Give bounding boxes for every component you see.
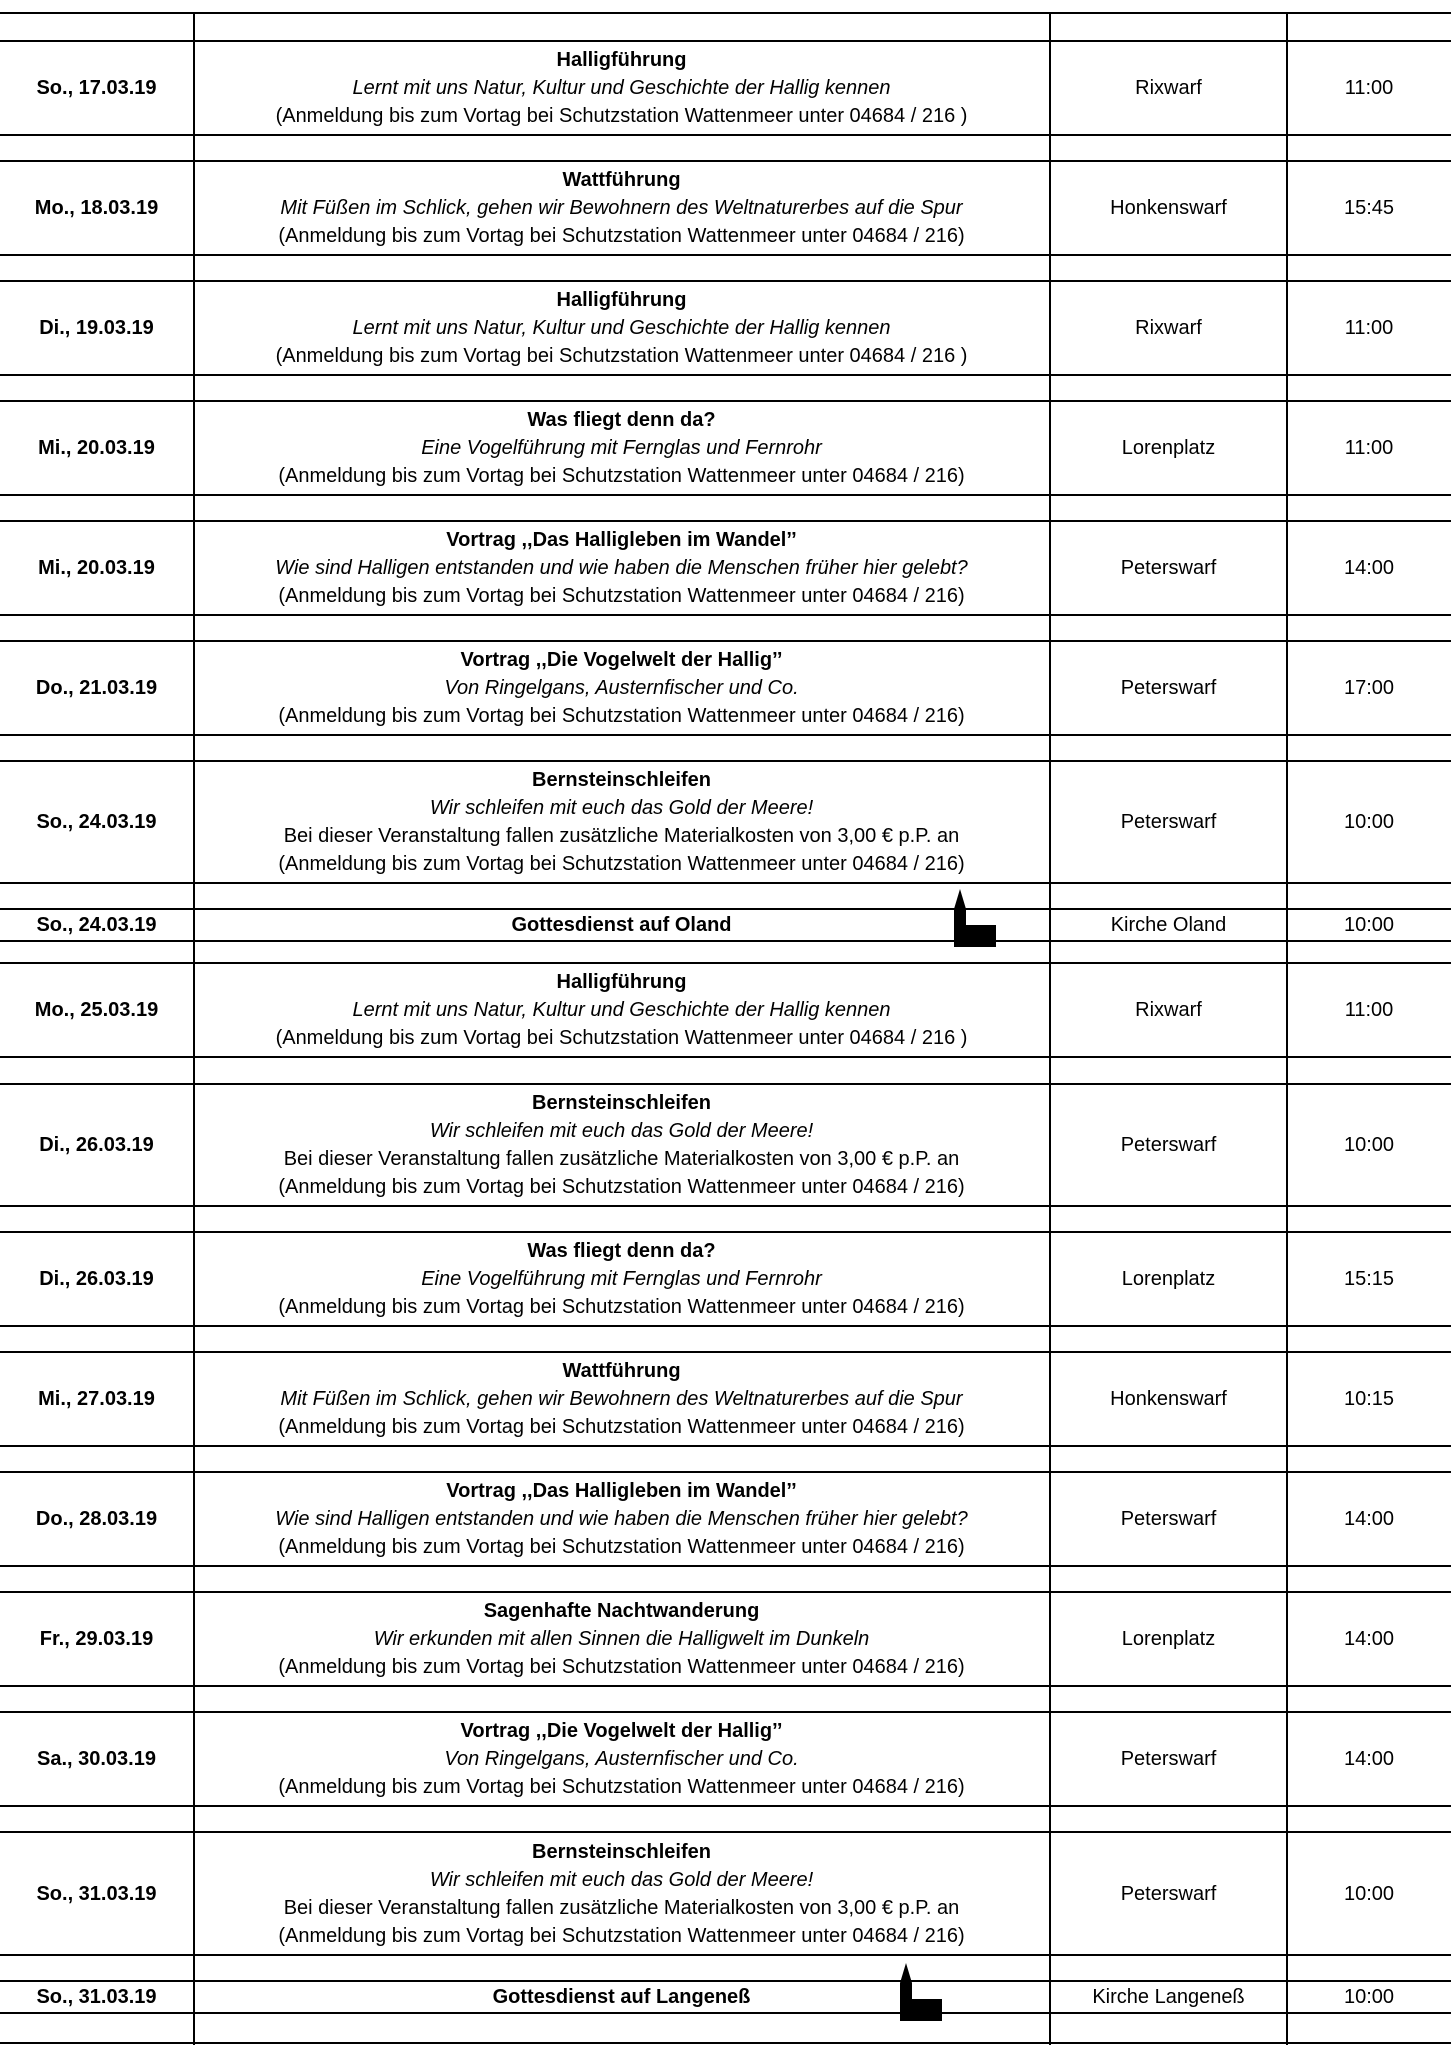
event-title: Bernsteinschleifen — [532, 1840, 711, 1863]
event-location: Rixwarf — [1135, 317, 1202, 339]
event-location: Lorenplatz — [1121, 437, 1216, 459]
event-note: (Anmeldung bis zum Vortag bei Schutzstation Wattenmeer unter 04684 / 216) — [278, 465, 965, 487]
event-location: Rixwarf — [1135, 77, 1202, 99]
event-title: Gottesdienst auf Langeneß — [492, 1986, 751, 2008]
event-description — [193, 1352, 1050, 1446]
event-time: 14:00 — [1343, 1628, 1395, 1650]
event-subtitle: Wir schleifen mit euch das Gold der Meere! — [429, 1868, 814, 1891]
event-description — [193, 281, 1050, 375]
event-title: Vortrag ,,Die Vogelwelt der Hallig’’ — [460, 649, 783, 671]
church-icon — [942, 887, 1002, 947]
event-time: 17:00 — [1343, 677, 1395, 699]
event-time: 10:00 — [1343, 811, 1395, 833]
event-time: 11:00 — [1344, 437, 1394, 459]
event-location: Peterswarf — [1120, 1882, 1217, 1905]
event-date: So., 24.03.19 — [36, 811, 157, 833]
event-location: Rixwarf — [1135, 999, 1202, 1021]
event-description — [193, 1084, 1050, 1206]
event-note: Bei dieser Veranstaltung fallen zusätzliche Materialkosten von 3,00 € p.P. an — [283, 1148, 960, 1170]
event-title: Sagenhafte Nachtwanderung — [483, 1600, 760, 1622]
event-note: (Anmeldung bis zum Vortag bei Schutzstation Wattenmeer unter 04684 / 216) — [278, 1924, 965, 1947]
event-note: (Anmeldung bis zum Vortag bei Schutzstation Wattenmeer unter 04684 / 216) — [278, 1776, 965, 1798]
event-time: 11:00 — [1344, 999, 1394, 1021]
event-date: Mo., 18.03.19 — [34, 197, 159, 219]
event-title: Wattführung — [562, 1360, 681, 1382]
event-description — [193, 761, 1050, 883]
event-note: Bei dieser Veranstaltung fallen zusätzliche Materialkosten von 3,00 € p.P. an — [283, 825, 960, 847]
event-subtitle: Lernt mit uns Natur, Kultur und Geschichte der Hallig kennen — [352, 999, 891, 1021]
row-divider — [0, 2042, 1451, 2044]
event-title: Bernsteinschleifen — [532, 1092, 711, 1114]
event-time: 11:00 — [1344, 77, 1394, 99]
event-location: Peterswarf — [1120, 1508, 1217, 1530]
event-location: Kirche Langeneß — [1092, 1986, 1245, 2008]
event-location: Peterswarf — [1120, 811, 1217, 833]
event-subtitle: Mit Füßen im Schlick, gehen wir Bewohnern des Weltnaturerbes auf die Spur — [280, 1388, 963, 1410]
event-description — [193, 1472, 1050, 1566]
event-subtitle: Von Ringelgans, Austernfischer und Co. — [444, 1748, 799, 1770]
event-subtitle: Lernt mit uns Natur, Kultur und Geschichte der Hallig kennen — [352, 317, 891, 339]
event-date: Di., 19.03.19 — [39, 317, 154, 339]
event-time: 11:00 — [1344, 317, 1394, 339]
event-description — [193, 401, 1050, 495]
event-subtitle: Wie sind Halligen entstanden und wie haben die Menschen früher hier gelebt? — [275, 557, 968, 579]
event-note: Bei dieser Veranstaltung fallen zusätzliche Materialkosten von 3,00 € p.P. an — [283, 1896, 960, 1919]
event-date: So., 31.03.19 — [36, 1882, 157, 1905]
event-title: Was fliegt denn da? — [527, 1240, 716, 1262]
event-title: Gottesdienst auf Oland — [511, 914, 732, 936]
event-description — [193, 161, 1050, 255]
event-subtitle: Wir schleifen mit euch das Gold der Meere! — [429, 1120, 814, 1142]
event-subtitle: Lernt mit uns Natur, Kultur und Geschichte der Hallig kennen — [352, 77, 891, 99]
event-time: 15:15 — [1343, 1268, 1395, 1290]
event-time: 14:00 — [1343, 557, 1395, 579]
event-note: (Anmeldung bis zum Vortag bei Schutzstation Wattenmeer unter 04684 / 216 ) — [275, 105, 968, 127]
event-time: 10:15 — [1343, 1388, 1395, 1410]
event-subtitle: Mit Füßen im Schlick, gehen wir Bewohnern des Weltnaturerbes auf die Spur — [280, 197, 963, 219]
event-title: Bernsteinschleifen — [532, 769, 711, 791]
event-location: Honkenswarf — [1110, 197, 1227, 219]
event-note: (Anmeldung bis zum Vortag bei Schutzstation Wattenmeer unter 04684 / 216) — [278, 1176, 965, 1198]
event-title: Vortrag ,,Das Halligleben im Wandel’’ — [446, 1480, 797, 1502]
event-time: 15:45 — [1343, 197, 1395, 219]
event-location: Peterswarf — [1120, 1134, 1217, 1156]
event-date: Di., 26.03.19 — [39, 1134, 154, 1156]
event-subtitle: Wir erkunden mit allen Sinnen die Halligwelt im Dunkeln — [373, 1628, 870, 1650]
event-subtitle: Eine Vogelführung mit Fernglas und Fernrohr — [421, 1268, 822, 1290]
church-icon — [888, 1961, 948, 2021]
event-date: Mi., 20.03.19 — [38, 437, 155, 459]
event-time: 10:00 — [1343, 1986, 1395, 2008]
event-date: Mi., 27.03.19 — [38, 1388, 155, 1410]
event-date: Fr., 29.03.19 — [39, 1628, 154, 1650]
event-note: (Anmeldung bis zum Vortag bei Schutzstation Wattenmeer unter 04684 / 216) — [278, 225, 965, 247]
event-location: Peterswarf — [1120, 1748, 1217, 1770]
event-description — [193, 963, 1050, 1057]
event-subtitle: Wir schleifen mit euch das Gold der Meere! — [429, 797, 814, 819]
event-date: Di., 26.03.19 — [39, 1268, 154, 1290]
event-note: (Anmeldung bis zum Vortag bei Schutzstation Wattenmeer unter 04684 / 216 ) — [275, 345, 968, 367]
event-location: Peterswarf — [1120, 557, 1217, 579]
event-note: (Anmeldung bis zum Vortag bei Schutzstation Wattenmeer unter 04684 / 216) — [278, 585, 965, 607]
event-note: (Anmeldung bis zum Vortag bei Schutzstation Wattenmeer unter 04684 / 216) — [278, 1296, 965, 1318]
event-description — [193, 909, 1050, 941]
event-time: 10:00 — [1343, 914, 1395, 936]
event-date: So., 31.03.19 — [36, 1986, 157, 2008]
event-title: Halligführung — [556, 49, 687, 71]
event-note: (Anmeldung bis zum Vortag bei Schutzstation Wattenmeer unter 04684 / 216) — [278, 853, 965, 875]
event-date: So., 24.03.19 — [36, 914, 157, 936]
event-location: Lorenplatz — [1121, 1628, 1216, 1650]
event-date: So., 17.03.19 — [36, 77, 157, 99]
event-date: Do., 28.03.19 — [35, 1508, 158, 1530]
event-time: 10:00 — [1343, 1134, 1395, 1156]
event-title: Halligführung — [556, 289, 687, 311]
event-description — [193, 1232, 1050, 1326]
event-time: 10:00 — [1343, 1882, 1395, 1905]
event-subtitle: Eine Vogelführung mit Fernglas und Fernrohr — [421, 437, 822, 459]
event-title: Was fliegt denn da? — [527, 409, 716, 431]
event-description — [193, 1712, 1050, 1806]
event-location: Honkenswarf — [1110, 1388, 1227, 1410]
event-time: 14:00 — [1343, 1508, 1395, 1530]
event-description — [193, 1592, 1050, 1686]
event-date: Mi., 20.03.19 — [38, 557, 155, 579]
event-description — [193, 1832, 1050, 1955]
event-title: Wattführung — [562, 169, 681, 191]
event-note: (Anmeldung bis zum Vortag bei Schutzstation Wattenmeer unter 04684 / 216) — [278, 1656, 965, 1678]
event-subtitle: Wie sind Halligen entstanden und wie haben die Menschen früher hier gelebt? — [275, 1508, 968, 1530]
event-note: (Anmeldung bis zum Vortag bei Schutzstation Wattenmeer unter 04684 / 216) — [278, 1536, 965, 1558]
event-note: (Anmeldung bis zum Vortag bei Schutzstation Wattenmeer unter 04684 / 216) — [278, 1416, 965, 1438]
event-note: (Anmeldung bis zum Vortag bei Schutzstation Wattenmeer unter 04684 / 216 ) — [275, 1027, 968, 1049]
event-title: Vortrag ,,Das Halligleben im Wandel’’ — [446, 529, 797, 551]
event-date: Sa., 30.03.19 — [37, 1748, 156, 1770]
event-title: Vortrag ,,Die Vogelwelt der Hallig’’ — [460, 1720, 783, 1742]
event-location: Peterswarf — [1120, 677, 1217, 699]
event-title: Halligführung — [556, 971, 687, 993]
event-location: Lorenplatz — [1121, 1268, 1216, 1290]
event-date: Mo., 25.03.19 — [34, 999, 159, 1021]
event-description — [193, 521, 1050, 615]
row-divider — [0, 12, 1451, 14]
event-description — [193, 641, 1050, 735]
event-note: (Anmeldung bis zum Vortag bei Schutzstation Wattenmeer unter 04684 / 216) — [278, 705, 965, 727]
event-date: Do., 21.03.19 — [35, 677, 158, 699]
event-time: 14:00 — [1343, 1748, 1395, 1770]
event-description — [193, 41, 1050, 135]
event-location: Kirche Oland — [1110, 914, 1227, 936]
event-subtitle: Von Ringelgans, Austernfischer und Co. — [444, 677, 799, 699]
